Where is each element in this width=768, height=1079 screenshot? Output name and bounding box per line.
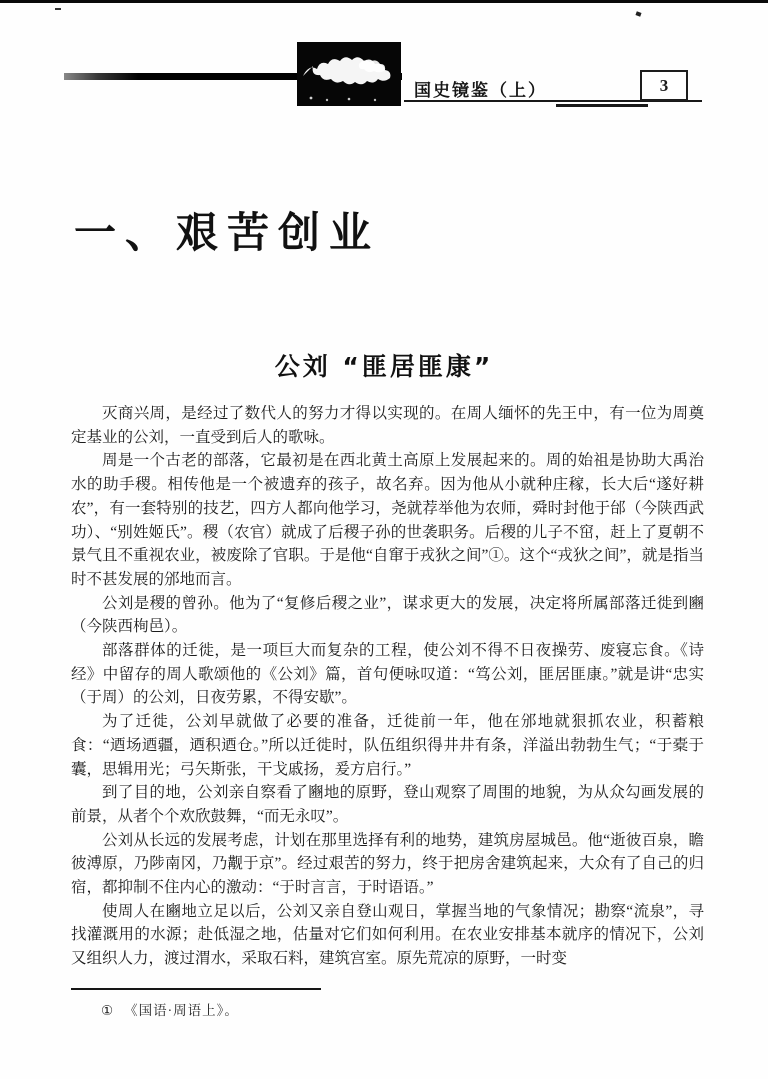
paragraph: 公刘是稷的曾孙。他为了“复修后稷之业”，谋求更大的发展，决定将所属部落迁徙到豳（今陕西栒邑）。 xyxy=(71,594,704,636)
page-number-box xyxy=(640,70,688,101)
paragraph: 到了目的地，公刘亲自察看了豳地的原野，登山观察了周围的地貌，为从众勾画发展的前景，从者个个欢欣鼓舞，“而无永叹”。 xyxy=(71,784,704,825)
cloud-art-block xyxy=(297,42,401,106)
paragraph: 灭商兴周，是经过了数代人的努力才得以实现的。在周人缅怀的先王中，有一位为周奠定基业的公刘，一直受到后人的歌咏。 xyxy=(71,405,704,446)
paragraph: 周是一个古老的部落，它最初是在西北黄土高原上发展起来的。周的始祖是协助大禹治水的助手稷。相传他是一个被遗弃的孩子，故名弃。因为他从小就种庄稼，长大后“遂好耕农”，有一套特别的技艺，四方人都向他学习，尧就荐举他为农师，舜时封他于邰（今陕西武功）、“别姓姬氏”。稷（农官）就成了后稷子孙的世袭职务。后稷的儿子不窋，赶上了夏朝不景气且不重视农业，被废除了官职。于是他“自窜于戎狄之间”①。这个“戎狄之间”，就是指当时不甚发展的邠地而言。 xyxy=(71,452,704,588)
scan-edge-line xyxy=(0,0,768,3)
header-rule-dash xyxy=(556,104,648,107)
footnote-marker: ① xyxy=(101,1003,115,1018)
body-text xyxy=(71,402,704,971)
footnote-text: 《国语·周语上》。 xyxy=(124,1003,239,1018)
paragraph: 使周人在豳地立足以后，公刘又亲自登山观日，掌握当地的气象情况；勘察“流泉”，寻找灌溉用的水源；赴低湿之地，估量对它们如何利用。在农业安排基本就序的情况下，公刘又组织人力，渡过渭水，采取石料，建筑宫室。原先荒凉的原野，一时变 xyxy=(71,902,704,968)
section-title: 公刘 “匪居匪康” xyxy=(274,352,494,381)
footnote xyxy=(101,999,521,1019)
paragraph: 公刘从长远的发展考虑，计划在那里选择有利的地势，建筑房屋城邑。他“逝彼百泉，瞻彼溥原，乃陟南冈，乃觏于京”。经过艰苦的努力，终于把房舍建筑起来，大众有了自己的归宿，都抑制不住内心的激动：“于时言言，于时语语。” xyxy=(71,831,704,897)
scan-speck xyxy=(635,11,641,16)
cloud-art-icon xyxy=(297,42,401,106)
paragraph: 部落群体的迁徙，是一项巨大而复杂的工程，使公刘不得不日夜操劳、废寝忘食。《诗经》中留存的周人歌颂他的《公刘》篇，首句便咏叹道：“笃公刘，匪居匪康。”就是讲“忠实（于周）的公刘，日夜劳累，不得安歇”。 xyxy=(71,642,704,707)
page-number: 3 xyxy=(659,75,669,95)
running-head-book-title: 国史镜鉴（上） xyxy=(414,81,547,100)
paragraph: 为了迁徙，公刘早就做了必要的准备，迁徙前一年，他在邠地就狠抓农业，积蓄粮食：“迺场迺疆，迺积迺仓。”所以迁徙时，队伍组织得井井有条，洋溢出勃勃生气；“于橐于囊，思辑用光；弓矢斯张，干戈戚扬，爰方启行。” xyxy=(71,713,704,778)
footnote-divider xyxy=(71,988,321,990)
chapter-title: 一、艰苦创业 xyxy=(74,208,381,257)
scan-speck xyxy=(55,8,61,10)
